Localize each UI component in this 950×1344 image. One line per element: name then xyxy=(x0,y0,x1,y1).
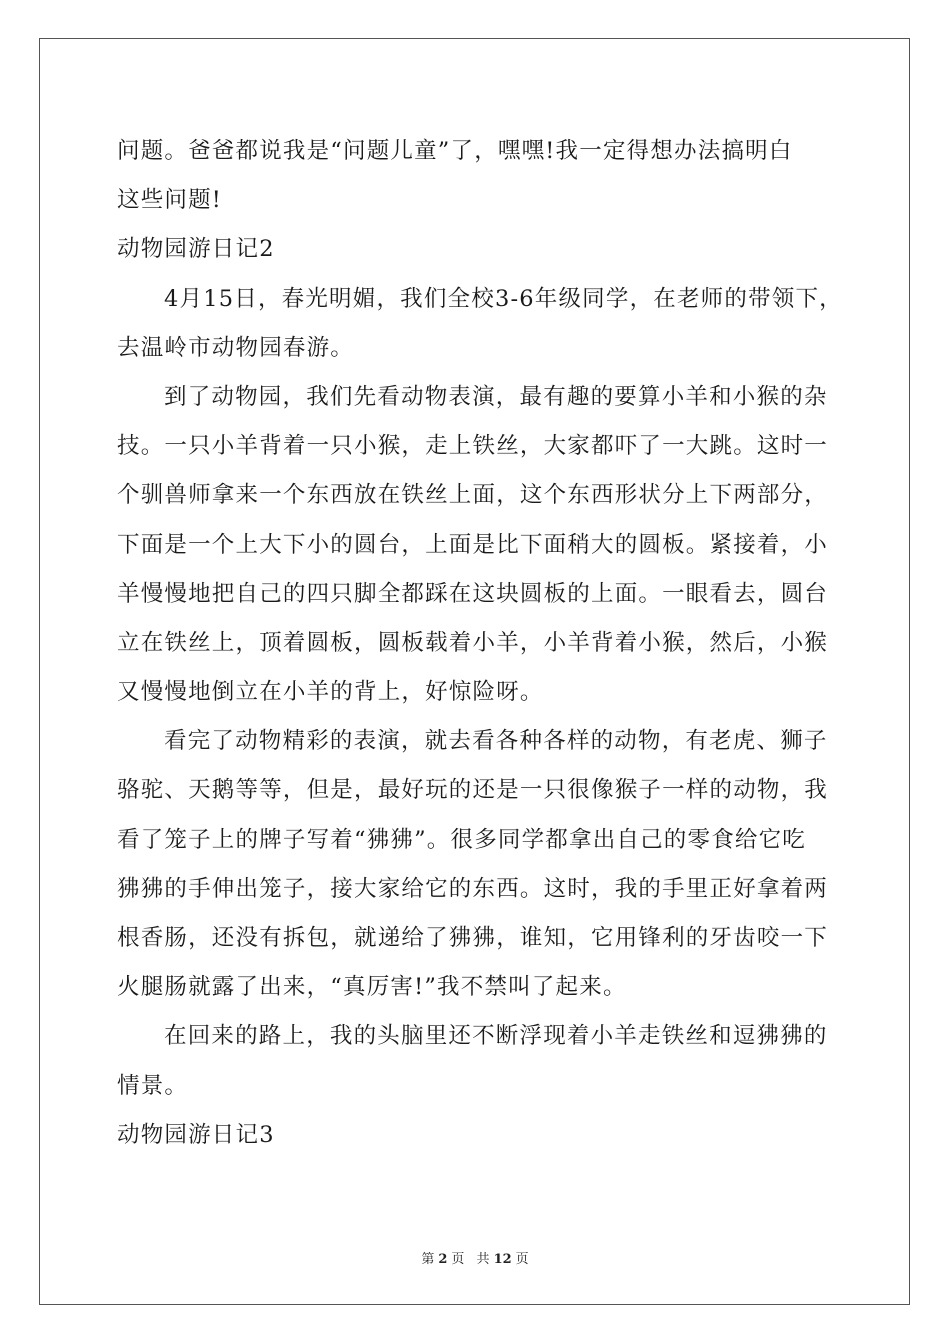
text-line: 问题。爸爸都说我是“问题儿童”了，嘿嘿!我一定得想办法搞明白 xyxy=(117,138,793,164)
text-line: 立在铁丝上，顶着圆板，圆板载着小羊，小羊背着小猴，然后，小猴 xyxy=(117,629,829,656)
paragraph-first-line: 到了动物园，我们先看动物表演，最有趣的要算小羊和小猴的杂 xyxy=(164,383,828,410)
text-line: 情景。 xyxy=(117,1072,189,1099)
text-line: 骆驼、天鹅等等，但是，最好玩的还是一只很像猴子一样的动物，我 xyxy=(117,777,829,804)
text-line: 这些问题! xyxy=(117,187,223,214)
paragraph-first-line: 看完了动物精彩的表演，就去看各种各样的动物，有老虎、狮子 xyxy=(164,728,828,755)
text-line: 个驯兽师拿来一个东西放在铁丝上面，这个东西形状分上下两部分， xyxy=(117,482,829,509)
page-number xyxy=(419,1252,466,1267)
text-line: 技。一只小羊背着一只小猴，走上铁丝，大家都吓了一大跳。这时一 xyxy=(117,433,829,460)
text-line: 看了笼子上的牌子写着“狒狒”。很多同学都拿出自己的零食给它吃 xyxy=(117,826,807,853)
total-prefix: 共 xyxy=(476,1252,490,1267)
text-line: 火腿肠就露了出来，“真厉害!”我不禁叫了起来。 xyxy=(117,974,627,1001)
text-line: 羊慢慢地把自己的四只脚全都踩在这块圆板的上面。一眼看去，圆台 xyxy=(117,580,829,607)
total-pages xyxy=(475,1252,531,1267)
page-footer xyxy=(0,1248,950,1267)
document-body xyxy=(117,127,843,1160)
section-heading: 动物园游日记2 xyxy=(117,236,275,263)
text-line: 根香肠，还没有拆包，就递给了狒狒，谁知，它用锋利的牙齿咬一下 xyxy=(117,925,829,951)
page-suffix: 页 xyxy=(451,1252,465,1267)
text-line: 又慢慢地倒立在小羊的背上，好惊险呀。 xyxy=(117,679,544,706)
section-heading: 动物园游日记3 xyxy=(117,1121,275,1148)
paragraph-first-line: 在回来的路上，我的头脑里还不断浮现着小羊走铁丝和逗狒狒的 xyxy=(164,1023,828,1050)
text-line: 去温岭市动物园春游。 xyxy=(117,334,355,361)
page-prefix: 第 xyxy=(421,1252,435,1267)
text-line: 狒狒的手伸出笼子，接大家给它的东西。这时，我的手里正好拿着两 xyxy=(117,875,829,902)
paragraph-first-line: 4月15日，春光明媚，我们全校3-6年级同学，在老师的带领下， xyxy=(164,285,843,312)
total-suffix: 页 xyxy=(515,1252,529,1267)
total-count: 12 xyxy=(493,1252,512,1267)
text-line: 下面是一个上大下小的圆台，上面是比下面稍大的圆板。紧接着，小 xyxy=(117,531,829,558)
page-current: 2 xyxy=(438,1252,448,1267)
